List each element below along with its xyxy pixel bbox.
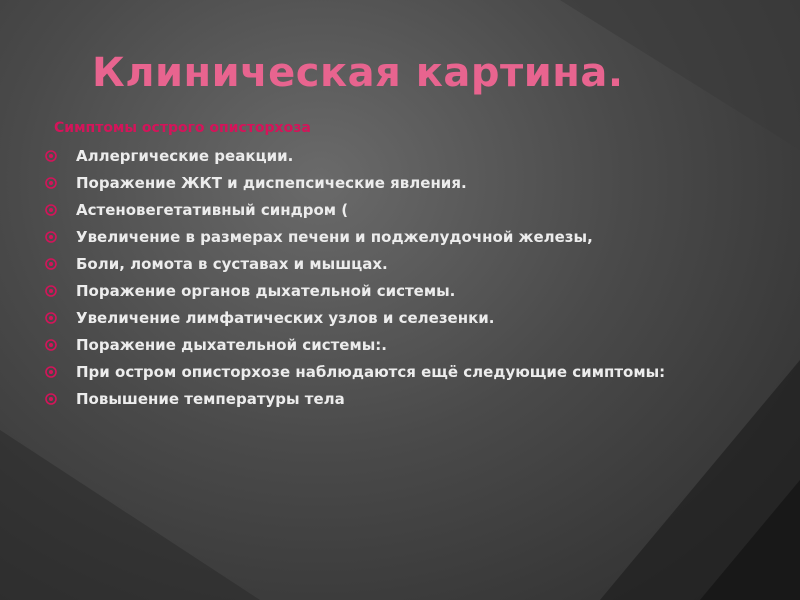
list-item-text: Поражение органов дыхательной системы. (76, 282, 456, 300)
list-item-text: Поражение дыхательной системы:. (76, 336, 387, 354)
list-item (44, 362, 704, 382)
list-item-text: При остром описторхозе наблюдаются ещё следующие симптомы: (76, 363, 666, 381)
circle-bullet-icon (44, 284, 58, 298)
list-item (44, 335, 704, 355)
list-item (44, 173, 704, 193)
background-shape-bottom-left (0, 430, 260, 600)
list-item (44, 308, 704, 328)
slide-title: Клиническая картина. (92, 50, 624, 96)
circle-bullet-icon (44, 392, 58, 406)
list-item-text: Боли, ломота в суставах и мышцах. (76, 255, 388, 273)
list-item (44, 227, 704, 247)
list-item (44, 200, 704, 220)
circle-bullet-icon (44, 203, 58, 217)
list-item (44, 281, 704, 301)
circle-bullet-icon (44, 365, 58, 379)
list-item-text: Аллергические реакции. (76, 147, 294, 165)
list-item-text: Увеличение лимфатических узлов и селезенки. (76, 309, 495, 327)
slide-subtitle: Симптомы острого описторхоза (54, 120, 311, 136)
list-item-text: Поражение ЖКТ и диспепсические явления. (76, 174, 467, 192)
symptom-list (44, 146, 704, 416)
list-item (44, 146, 704, 166)
circle-bullet-icon (44, 257, 58, 271)
list-item-text: Повышение температуры тела (76, 390, 345, 408)
circle-bullet-icon (44, 230, 58, 244)
list-item-text: Увеличение в размерах печени и поджелудочной железы, (76, 228, 593, 246)
circle-bullet-icon (44, 176, 58, 190)
list-item (44, 254, 704, 274)
circle-bullet-icon (44, 338, 58, 352)
list-item (44, 389, 704, 409)
circle-bullet-icon (44, 149, 58, 163)
circle-bullet-icon (44, 311, 58, 325)
list-item-text: Астеновегетативный синдром ( (76, 201, 349, 219)
